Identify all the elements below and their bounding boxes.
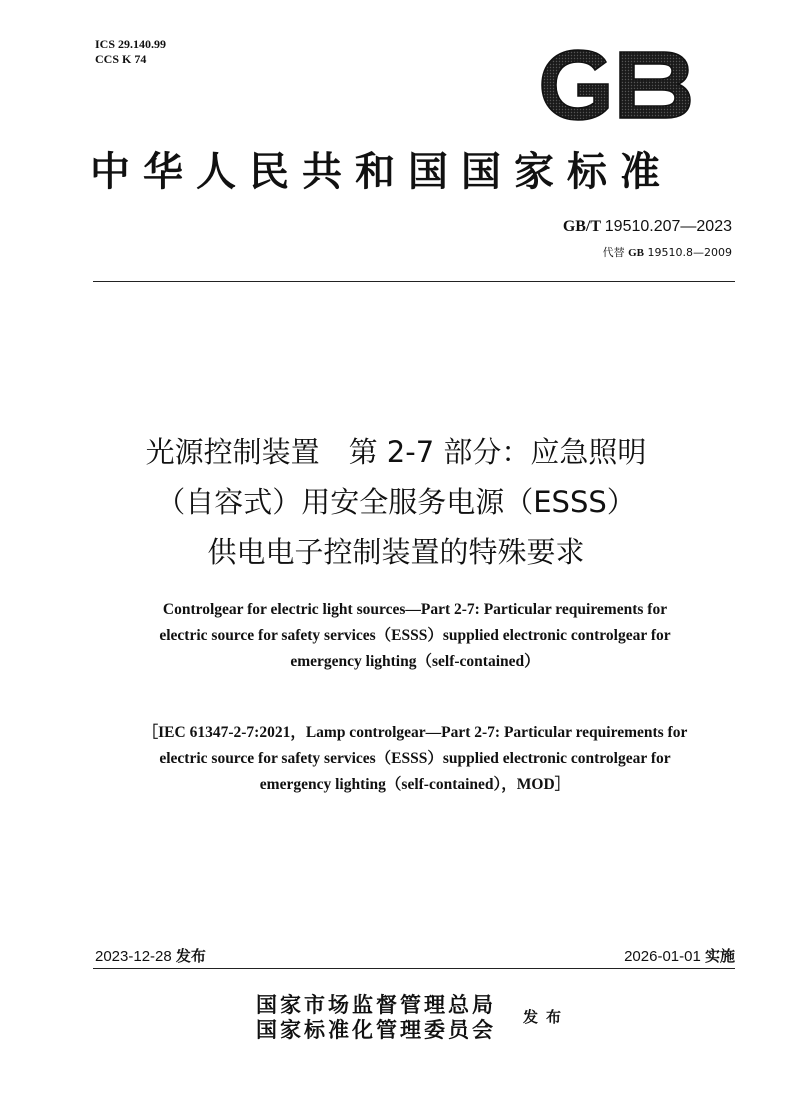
english-title-line-2: electric source for safety services（ESSS）supplied electronic controlgear for	[159, 627, 671, 644]
national-standard-title: 中华人民共和国国家标准	[90, 148, 673, 195]
gb-standard-logo-icon	[540, 48, 692, 122]
replaces-label: 代替	[602, 246, 625, 259]
issue-date-label: 发布	[175, 947, 206, 965]
issue-date	[95, 945, 206, 966]
publish-label: 发布	[523, 1008, 570, 1026]
classification-codes	[95, 37, 166, 67]
chinese-title	[60, 427, 732, 577]
english-title-line-1: Controlgear for electric light sources—Part 2-7: Particular requirements for	[162, 601, 668, 618]
chinese-title-line-1: 光源控制装置 第 2-7 部分：应急照明	[145, 435, 647, 469]
replaces-standard	[603, 244, 732, 260]
ccs-code: CCS K 74	[95, 52, 147, 66]
iec-reference-line-1: ［IEC 61347-2-7:2021，Lamp controlgear—Part 2-7: Particular requirements for	[142, 724, 688, 741]
standard-code: 19510.207—2023	[604, 218, 732, 235]
replaces-prefix: GB	[628, 247, 645, 259]
footer-divider	[93, 968, 735, 969]
chinese-title-line-3: 供电电子控制装置的特殊要求	[207, 535, 585, 569]
english-title	[90, 597, 740, 675]
chinese-title-line-2: （自容式）用安全服务电源（ESSS）	[156, 485, 636, 519]
iec-reference	[92, 720, 738, 798]
issuing-authorities	[256, 992, 496, 1042]
issuer-samr: 国家市场监督管理总局	[256, 992, 496, 1017]
english-title-line-3: emergency lighting（self-contained）	[290, 653, 540, 670]
header-divider	[93, 281, 735, 282]
replaces-code: 19510.8—2009	[647, 246, 732, 259]
effective-date	[624, 945, 735, 966]
effective-date-label: 实施	[704, 947, 735, 965]
ics-code: ICS 29.140.99	[95, 37, 167, 51]
iec-reference-line-3: emergency lighting（self-contained），MOD］	[259, 776, 571, 793]
issue-date-value: 2023-12-28	[95, 948, 172, 965]
iec-reference-line-2: electric source for safety services（ESSS）supplied electronic controlgear for	[159, 750, 671, 767]
standard-prefix: GB/T	[562, 218, 601, 235]
issuer-sac: 国家标准化管理委员会	[256, 1017, 496, 1042]
standard-number	[563, 218, 732, 236]
effective-date-value: 2026-01-01	[624, 948, 701, 965]
